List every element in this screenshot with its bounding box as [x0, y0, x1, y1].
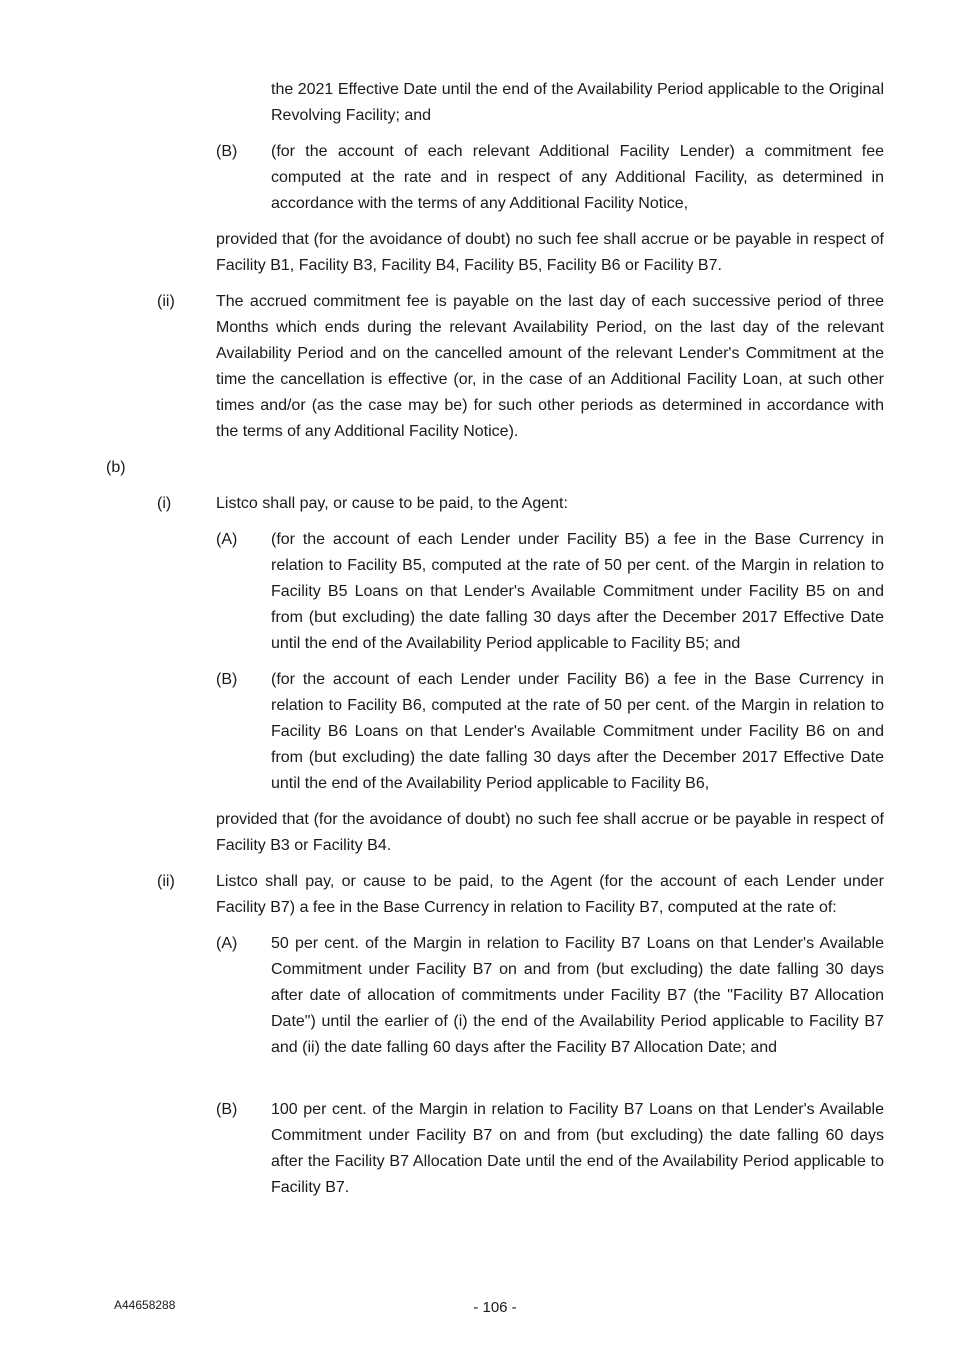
clause-label-b-i-B: (B)	[216, 671, 238, 688]
clause-label-B: (B)	[216, 143, 238, 160]
clause-label-b-ii-B: (B)	[216, 1101, 238, 1118]
clause-label-b-i-A: (A)	[216, 531, 238, 548]
continued-clause-text: the 2021 Effective Date until the end of the Availability Period applicable to the Original Revolving Facility; and	[271, 81, 884, 124]
clause-b-i-B-text: (for the account of each Lender under Facility B6) a fee in the Base Currency in relation to Facility B6, computed at the rate of 50 per cent. of the Margin in relation to Facility B6 Loans on that Lender's Available Commitment under Facility B6 on and from (but excluding) the date falling 30 days after the December 2017 Effective Date until the end of the Availability Period applicable to Facility B6,	[271, 671, 884, 792]
clause-b-i-A-text: (for the account of each Lender under Facility B5) a fee in the Base Currency in relation to Facility B5, computed at the rate of 50 per cent. of the Margin in relation to Facility B5 Loans on that Lender's Available Commitment under Facility B5 on and from (but excluding) the date falling 30 days after the December 2017 Effective Date until the end of the Availability Period applicable to Facility B5; and	[271, 531, 884, 652]
page-number: - 106 -	[473, 1299, 517, 1316]
clause-label-b-ii: (ii)	[157, 873, 175, 890]
clause-b-ii-B-text: 100 per cent. of the Margin in relation to Facility B7 Loans on that Lender's Available Commitment under Facility B7 on and from (but excluding) the date falling 60 days after the Facility B7 Allocation Date until the end of the Availability Period applicable to Facility B7.	[271, 1101, 884, 1196]
proviso-text: provided that (for the avoidance of doubt) no such fee shall accrue or be payable in respect of Facility B1, Facility B3, Facility B4, Facility B5, Facility B6 or Facility B7.	[216, 231, 884, 274]
clause-b-i-text: Listco shall pay, or cause to be paid, to the Agent:	[216, 495, 568, 512]
document-reference: A44658288	[114, 1298, 176, 1312]
section-label-b: (b)	[106, 459, 126, 476]
clause-label-b-i: (i)	[157, 495, 172, 512]
clause-b-ii-A-text: 50 per cent. of the Margin in relation to Facility B7 Loans on that Lender's Available Commitment under Facility B7 on and from (but excluding) the date falling 30 days after date of allocation of commitments under Facility B7 (the "Facility B7 Allocation Date") until the earlier of (i) the end of the Availability Period applicable to Facility B7 and (ii) the date falling 60 days after the Facility B7 Allocation Date; and	[271, 935, 884, 1056]
clause-b-ii-text: Listco shall pay, or cause to be paid, to the Agent (for the account of each Lender under Facility B7) a fee in the Base Currency in relation to Facility B7, computed at the rate of:	[216, 873, 884, 916]
b-i-proviso-text: provided that (for the avoidance of doubt) no such fee shall accrue or be payable in respect of Facility B3 or Facility B4.	[216, 811, 884, 854]
clause-label-ii: (ii)	[157, 293, 175, 310]
clause-label-b-ii-A: (A)	[216, 935, 238, 952]
clause-B-text: (for the account of each relevant Additional Facility Lender) a commitment fee computed at the rate and in respect of any Additional Facility, as determined in accordance with the terms of any Additional Facility Notice,	[271, 143, 884, 212]
clause-ii-text: The accrued commitment fee is payable on the last day of each successive period of three Months which ends during the relevant Availability Period, on the last day of the relevant Availability Period and on the cancelled amount of the relevant Lender's Commitment at the time the cancellation is effective (or, in the case of an Additional Facility Loan, at such other times and/or (as the case may be) for such other periods as determined in accordance with the terms of any Additional Facility Notice).	[216, 293, 884, 440]
